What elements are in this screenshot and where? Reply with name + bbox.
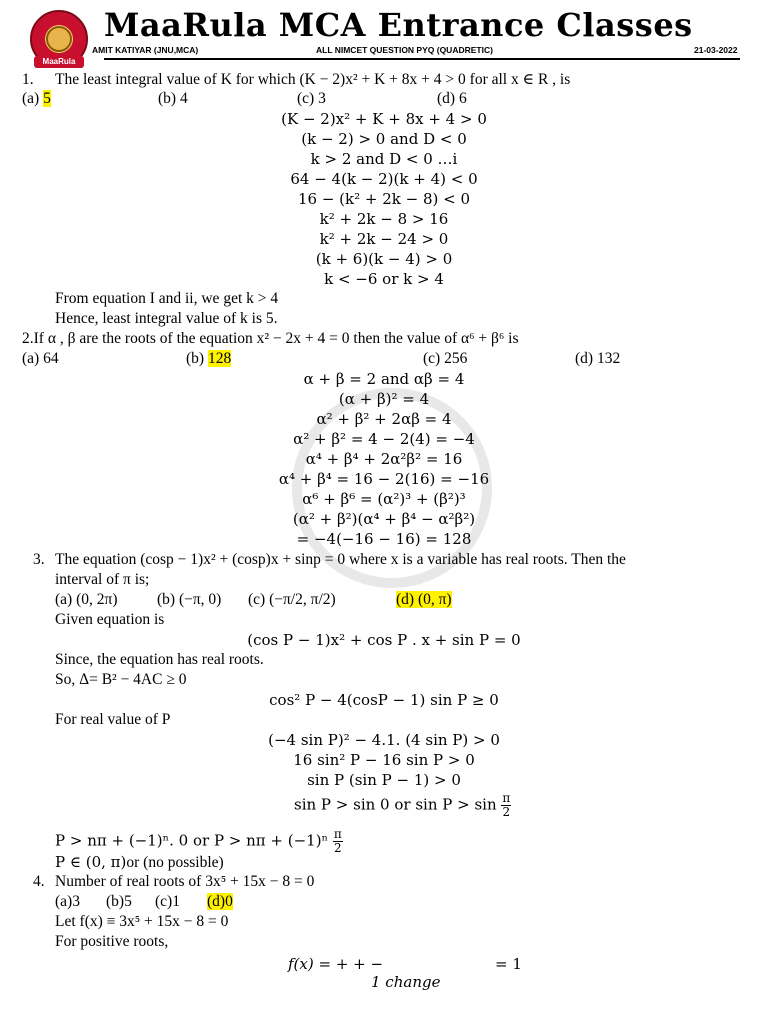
q3-option-c: (c) (−π/2, π/2): [248, 591, 336, 608]
q4-sign-change: 1 change: [371, 973, 441, 991]
q3-number: 3.: [33, 551, 45, 568]
q4-option-a: (a)3: [55, 893, 80, 910]
q3-option-d: [396, 591, 452, 609]
q2-question: 2.If α , β are the roots of the equation x² − 2x + 4 = 0 then the value of α⁶ + β⁶ is: [22, 330, 519, 347]
q1-answer-highlight: 5: [43, 90, 51, 107]
q4-fx-signs: f(x) = + + −: [288, 955, 384, 973]
q3-eq-5: sin P (sin P − 1) > 0: [307, 771, 461, 789]
q3-eq-6: sin P > sin 0 or sin P > sin $\frac{\pi}{2}$: [294, 791, 511, 819]
q3-eq-2: cos² P − 4(cosP − 1) sin P ≥ 0: [269, 691, 499, 709]
q3-for-real: For real value of P: [55, 711, 171, 728]
q3-eq-7-fraction: $\frac{\pi}{2}$: [333, 827, 342, 855]
q3-question-line-1: The equation (cosp − 1)x² + (cosp)x + sinp = 0 where x is a variable has real roots. Then the: [55, 551, 626, 568]
q4-positive-roots: For positive roots,: [55, 933, 169, 950]
q1-step-9: k < −6 or k > 4: [324, 270, 444, 288]
q1-conclusion-1: From equation I and ii, we get k > 4: [55, 290, 279, 307]
q2-option-b: (b) 128: [186, 350, 232, 367]
logo-emblem: [46, 26, 72, 52]
q4-option-d: [207, 893, 233, 911]
q3-so: So, Δ= B² − 4AC ≥ 0: [55, 671, 187, 688]
q2-step-5: α⁴ + β⁴ + 2α²β² = 16: [305, 450, 463, 468]
q2-answer-highlight: 128: [207, 350, 232, 367]
q4-answer-highlight: (d)0: [207, 893, 233, 910]
q3-eq-7: P > nπ + (−1)ⁿ. 0 or P > nπ + (−1)ⁿ $\frac{\pi}{2}$: [55, 827, 342, 855]
q3-since: Since, the equation has real roots.: [55, 651, 264, 668]
author-label: AMIT KATIYAR (JNU,MCA): [92, 45, 199, 55]
q3-eq-3: (−4 sin P)² − 4.1. (4 sin P) > 0: [268, 731, 500, 749]
q3-answer-highlight: (d) (0, π): [396, 591, 452, 608]
maarula-logo: [30, 10, 88, 68]
q4-question: Number of real roots of 3x⁵ + 15x − 8 = 0: [55, 873, 315, 890]
q3-eq-8: P ∈ (0, π)or (no possible): [55, 853, 224, 871]
q1-number: 1.: [22, 71, 34, 88]
date-label: 21-03-2022: [694, 45, 738, 55]
q3-question-line-2: interval of π is;: [55, 571, 150, 588]
q2-step-1: α + β = 2 and αβ = 4: [303, 370, 465, 388]
q1-step-7: k² + 2k − 24 > 0: [319, 230, 449, 248]
q4-fx-result: = 1: [495, 955, 522, 973]
q2-step-7: α⁶ + β⁶ = (α²)³ + (β²)³: [302, 490, 466, 508]
q2-option-c: (c) 256: [423, 350, 468, 367]
q1-step-5: 16 − (k² + 2k − 8) < 0: [297, 190, 471, 208]
q4-option-b: (b)5: [106, 893, 132, 910]
q3-given: Given equation is: [55, 611, 165, 628]
q1-option-d: (d) 6: [437, 90, 467, 107]
q1-step-1: (K − 2)x² + K + 8x + 4 > 0: [281, 110, 487, 128]
topic-label: ALL NIMCET QUESTION PYQ (QUADRETIC): [316, 45, 493, 55]
q1-step-4: 64 − 4(k − 2)(k + 4) < 0: [290, 170, 478, 188]
q1-option-a: (a) 5: [22, 90, 51, 107]
q2-step-4: α² + β² = 4 − 2(4) = −4: [293, 430, 475, 448]
q4-option-c: (c)1: [155, 893, 180, 910]
q1-option-b: (b) 4: [158, 90, 188, 107]
q3-eq-6-fraction: $\frac{\pi}{2}$: [502, 791, 511, 819]
q1-question: The least integral value of K for which (K − 2)x² + K + 8x + 4 > 0 for all x ∈ R , is: [55, 71, 571, 88]
q4-let: Let f(x) ≡ 3x⁵ + 15x − 8 = 0: [55, 913, 229, 930]
q3-eq-4: 16 sin² P − 16 sin P > 0: [293, 751, 475, 769]
q1-step-2: (k − 2) > 0 and D < 0: [301, 130, 467, 148]
q1-conclusion-2: Hence, least integral value of k is 5.: [55, 310, 278, 327]
q2-step-2: (α + β)² = 4: [338, 390, 430, 408]
q2-option-d: (d) 132: [575, 350, 621, 367]
header-rule: [104, 58, 740, 60]
q3-eq-1: (cos P − 1)x² + cos P . x + sin P = 0: [247, 631, 521, 649]
page-title: MaaRula MCA Entrance Classes: [104, 6, 693, 44]
q1-step-6: k² + 2k − 8 > 16: [319, 210, 449, 228]
q1-step-8: (k + 6)(k − 4) > 0: [315, 250, 453, 268]
q2-step-9: = −4(−16 − 16) = 128: [296, 530, 472, 548]
q4-number: 4.: [33, 873, 45, 890]
q2-step-3: α² + β² + 2αβ = 4: [316, 410, 452, 428]
q3-option-b: (b) (−π, 0): [157, 591, 222, 608]
q2-step-6: α⁴ + β⁴ = 16 − 2(16) = −16: [278, 470, 490, 488]
logo-ribbon: MaaRula: [34, 56, 84, 68]
q2-step-8: (α² + β²)(α⁴ + β⁴ − α²β²): [292, 510, 476, 528]
q3-option-a: (a) (0, 2π): [55, 591, 118, 608]
q1-step-3: k > 2 and D < 0 …i: [310, 150, 458, 168]
q1-option-c: (c) 3: [297, 90, 326, 107]
q2-option-a: (a) 64: [22, 350, 59, 367]
